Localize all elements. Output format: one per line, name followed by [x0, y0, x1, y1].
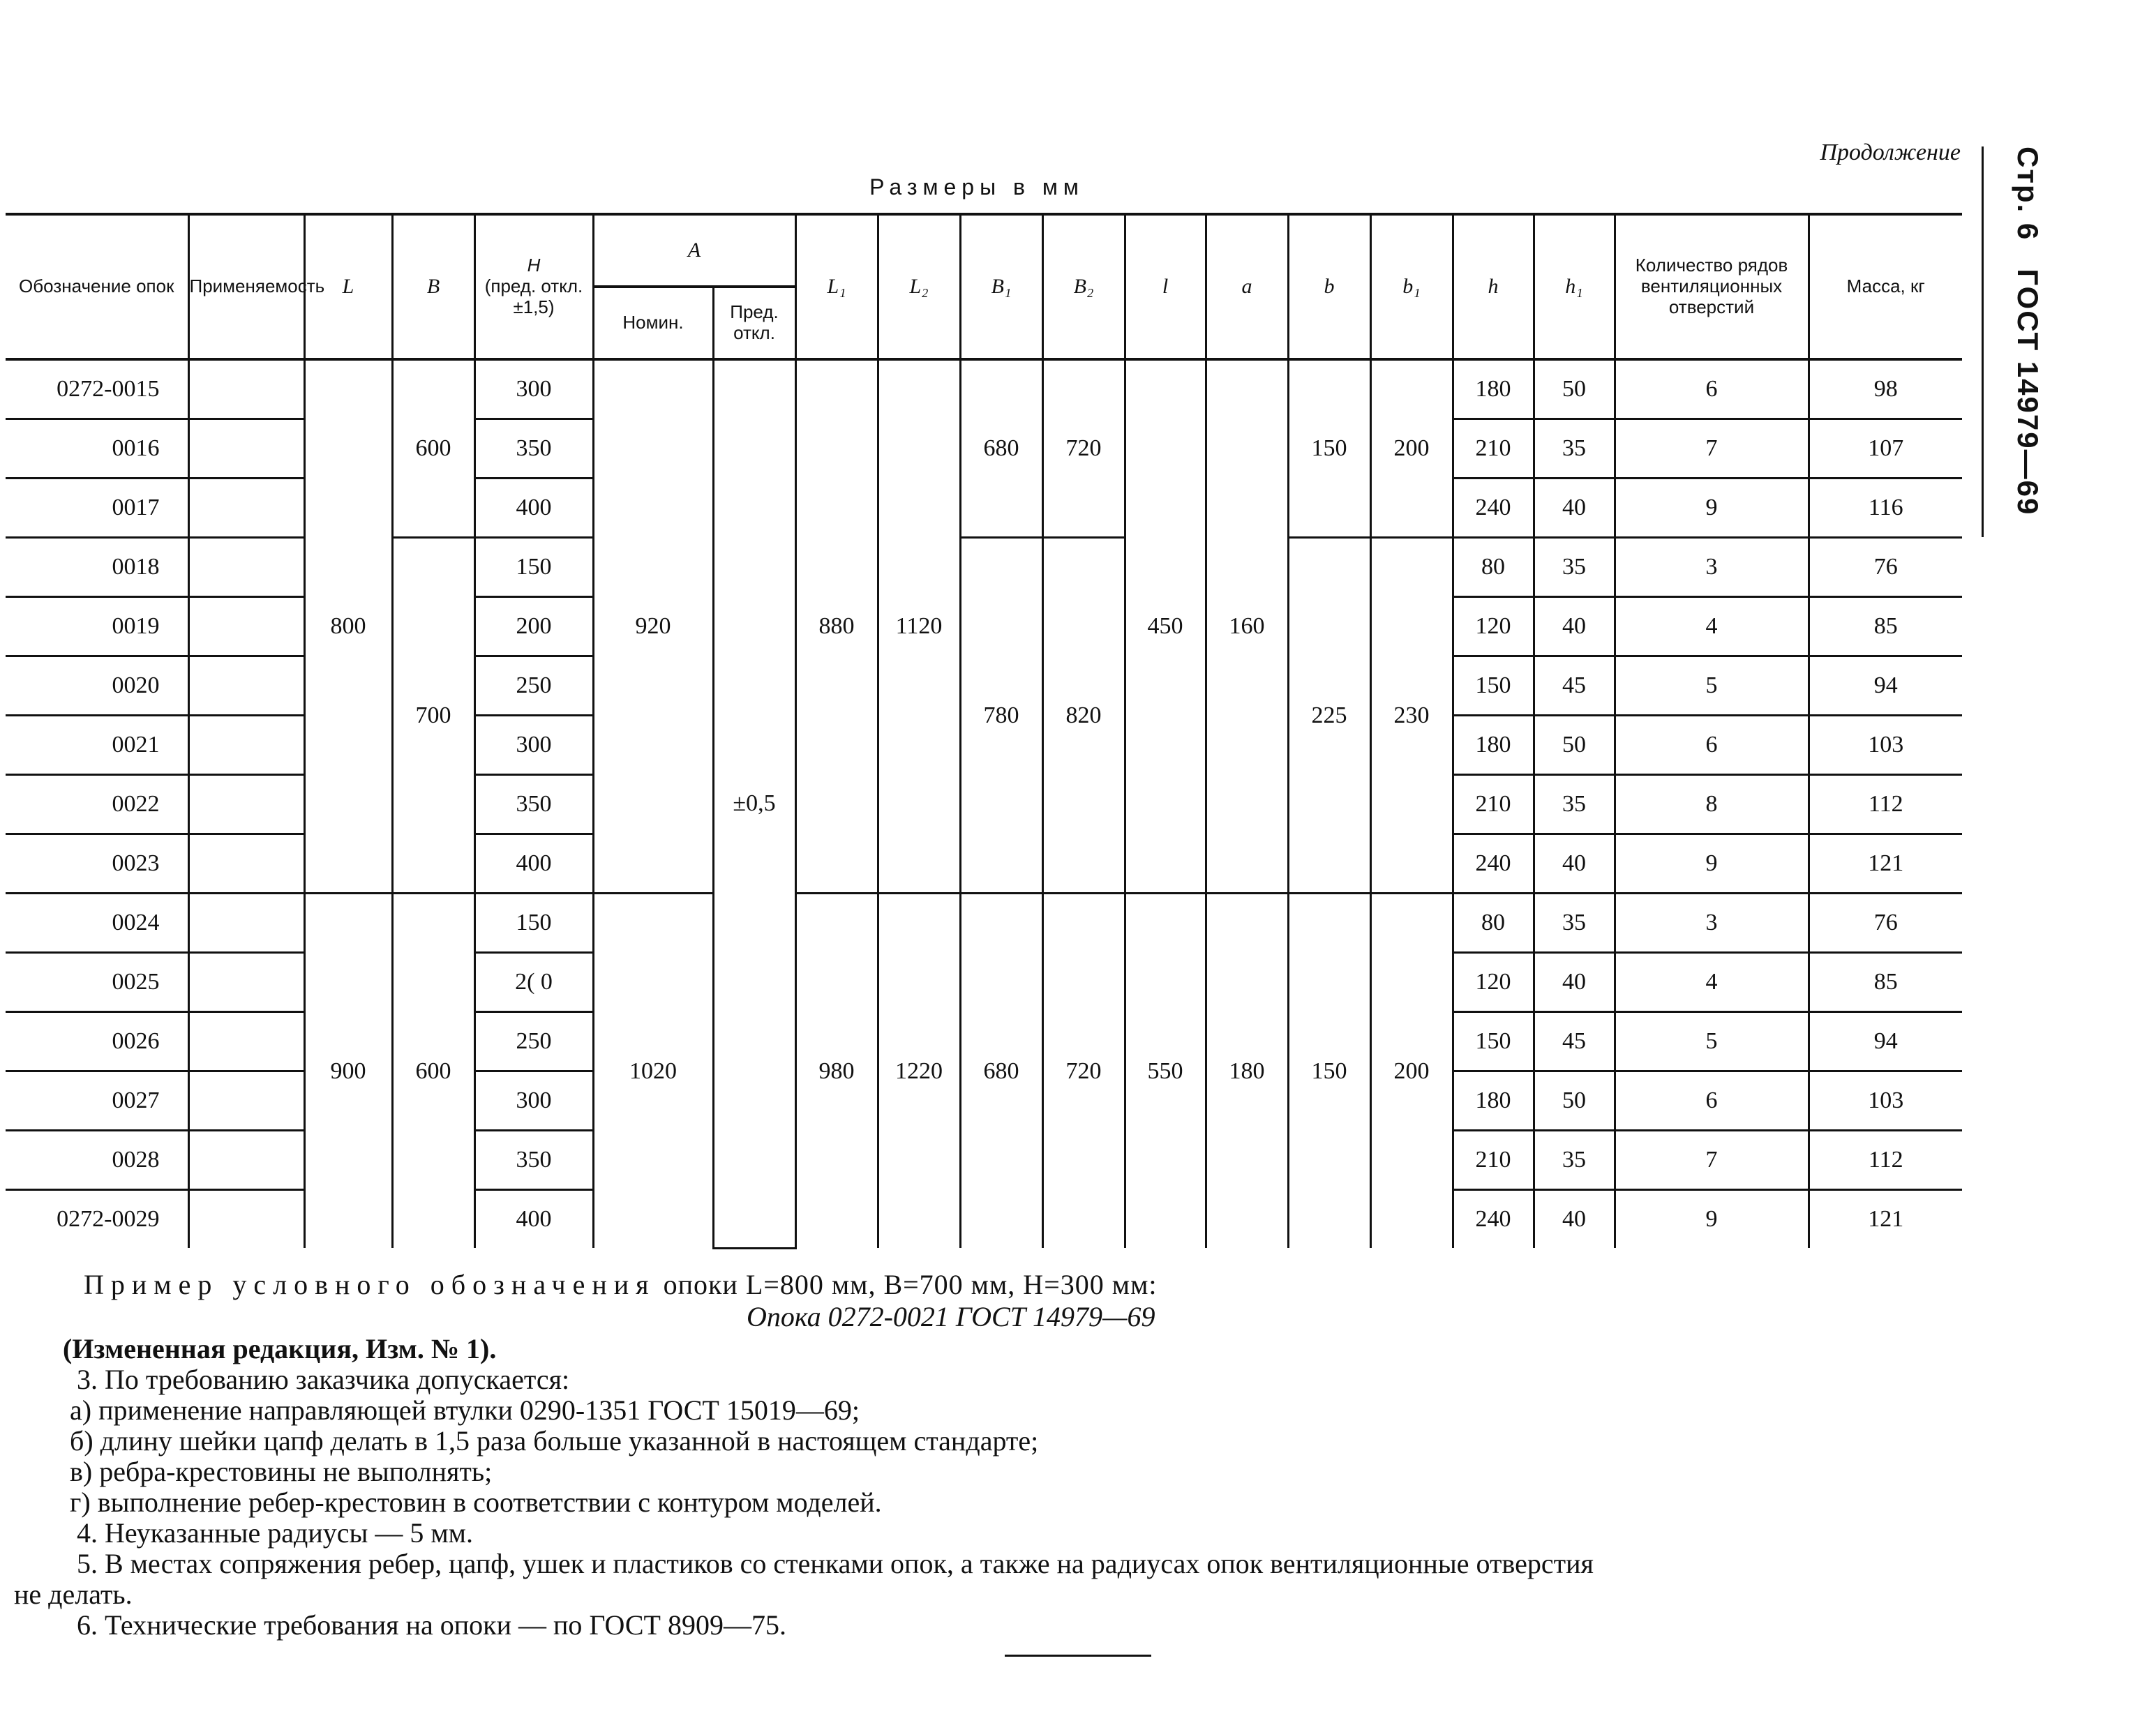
header-h: h: [1453, 214, 1534, 359]
row-h1: 50: [1534, 716, 1615, 775]
row-H: 200: [474, 597, 593, 656]
row-mass: 85: [1809, 597, 1962, 656]
row-vent-rows: 9: [1615, 1190, 1809, 1249]
row-designation: 0026: [6, 1012, 188, 1071]
row-designation: 0023: [6, 834, 188, 894]
row-mass: 112: [1809, 775, 1962, 834]
header-mass: Масса, кг: [1809, 214, 1962, 359]
header-H-note: (пред. откл. ±1,5): [484, 276, 583, 317]
group1b-B: 700: [392, 538, 474, 894]
table-row: [6, 359, 1962, 419]
row-H: 350: [474, 1131, 593, 1190]
row-applicability: [188, 1190, 304, 1249]
row-h1: 45: [1534, 1012, 1615, 1071]
row-H: 300: [474, 1071, 593, 1131]
row-applicability: [188, 834, 304, 894]
row-applicability: [188, 775, 304, 834]
row-h: 150: [1453, 1012, 1534, 1071]
table-row: [6, 894, 1962, 953]
sidebar-divider: [1982, 146, 1984, 537]
row-h1: 40: [1534, 597, 1615, 656]
group1b-b: 225: [1288, 538, 1370, 894]
group2-L2: 1220: [878, 894, 960, 1249]
row-designation: 0018: [6, 538, 188, 597]
note-5: 5. В местах сопряжения ребер, цапф, ушек и пластиков со стенками опок, а также на радиусах опок вентиляционные отверстия: [77, 1548, 1594, 1579]
row-h: 240: [1453, 1190, 1534, 1249]
row-mass: 94: [1809, 656, 1962, 716]
row-H: 250: [474, 656, 593, 716]
row-h1: 35: [1534, 894, 1615, 953]
row-vent-rows: 4: [1615, 953, 1809, 1012]
row-designation: 0025: [6, 953, 188, 1012]
header-b1: b₁: [1370, 214, 1453, 359]
note-3a: а) применение направляющей втулки 0290-1351 ГОСТ 15019—69;: [70, 1394, 860, 1426]
row-vent-rows: 5: [1615, 1012, 1809, 1071]
row-h1: 50: [1534, 359, 1615, 419]
row-H: 2( 0: [474, 953, 593, 1012]
group2-B2: 720: [1042, 894, 1125, 1249]
header-H-symbol: H: [527, 255, 541, 276]
row-h: 180: [1453, 359, 1534, 419]
row-designation: 0272-0015: [6, 359, 188, 419]
group1a-b1: 200: [1370, 359, 1453, 538]
note-4: 4. Неуказанные радиусы — 5 мм.: [77, 1517, 473, 1549]
header-b: b: [1288, 214, 1370, 359]
group2-B: 600: [392, 894, 474, 1249]
group1-a: 160: [1206, 359, 1288, 894]
header-B1: B₁: [960, 214, 1042, 359]
group1b-B2: 820: [1042, 538, 1125, 894]
note-6: 6. Технические требования на опоки — по ГОСТ 8909—75.: [77, 1609, 786, 1641]
header-A-nominal: Номин.: [593, 287, 713, 359]
row-h1: 40: [1534, 479, 1615, 538]
group1a-B: 600: [392, 359, 474, 538]
row-H: 150: [474, 894, 593, 953]
row-h: 80: [1453, 894, 1534, 953]
note-3b: б) длину шейки цапф делать в 1,5 раза больше указанной в настоящем стандарте;: [70, 1425, 1039, 1457]
group2-A: 1020: [593, 894, 713, 1249]
row-designation: 0016: [6, 419, 188, 479]
note-5-continued: не делать.: [14, 1579, 133, 1610]
row-h: 240: [1453, 834, 1534, 894]
row-vent-rows: 5: [1615, 656, 1809, 716]
row-mass: 85: [1809, 953, 1962, 1012]
row-h: 80: [1453, 538, 1534, 597]
row-h1: 45: [1534, 656, 1615, 716]
example-prefix: Пример условного обозначения: [84, 1269, 656, 1300]
header-B2: B₂: [1042, 214, 1125, 359]
group1a-B2: 720: [1042, 359, 1125, 538]
header-H: [474, 214, 593, 359]
row-h1: 35: [1534, 538, 1615, 597]
row-designation: 0019: [6, 597, 188, 656]
group1b-b1: 230: [1370, 538, 1453, 894]
row-applicability: [188, 656, 304, 716]
row-applicability: [188, 479, 304, 538]
row-h1: 35: [1534, 419, 1615, 479]
row-designation: 0021: [6, 716, 188, 775]
row-h: 240: [1453, 479, 1534, 538]
row-applicability: [188, 597, 304, 656]
row-h: 120: [1453, 597, 1534, 656]
row-applicability: [188, 538, 304, 597]
row-applicability: [188, 1012, 304, 1071]
row-H: 300: [474, 359, 593, 419]
header-a: a: [1206, 214, 1288, 359]
row-mass: 76: [1809, 538, 1962, 597]
example-designation: Опока 0272-0021 ГОСТ 14979—69: [747, 1301, 1155, 1332]
group1a-B1: 680: [960, 359, 1042, 538]
group1-L1: 880: [795, 359, 878, 894]
group1-A: 920: [593, 359, 713, 894]
row-applicability: [188, 953, 304, 1012]
row-designation: 0022: [6, 775, 188, 834]
row-h: 150: [1453, 656, 1534, 716]
row-H: 300: [474, 716, 593, 775]
row-mass: 112: [1809, 1131, 1962, 1190]
group2-b: 150: [1288, 894, 1370, 1249]
row-mass: 116: [1809, 479, 1962, 538]
row-vent-rows: 7: [1615, 419, 1809, 479]
row-vent-rows: 6: [1615, 1071, 1809, 1131]
row-designation: 0272-0029: [6, 1190, 188, 1249]
group2-b1: 200: [1370, 894, 1453, 1249]
header-vent-rows: Количество рядов вентиляционных отверстий: [1615, 214, 1809, 359]
notes-section: [14, 1334, 1968, 1641]
row-applicability: [188, 419, 304, 479]
row-H: 250: [474, 1012, 593, 1071]
row-mass: 103: [1809, 1071, 1962, 1131]
row-designation: 0028: [6, 1131, 188, 1190]
header-A-tolerance: Пред. откл.: [713, 287, 795, 359]
row-vent-rows: 6: [1615, 359, 1809, 419]
row-vent-rows: 7: [1615, 1131, 1809, 1190]
row-applicability: [188, 359, 304, 419]
header-B: B: [392, 214, 474, 359]
row-H: 350: [474, 419, 593, 479]
group2-a: 180: [1206, 894, 1288, 1249]
header-L2: L₂: [878, 214, 960, 359]
row-H: 400: [474, 834, 593, 894]
row-vent-rows: 9: [1615, 834, 1809, 894]
row-h1: 40: [1534, 834, 1615, 894]
row-H: 350: [474, 775, 593, 834]
edition-note: (Измененная редакция, Изм. № 1).: [63, 1333, 497, 1364]
row-vent-rows: 9: [1615, 479, 1809, 538]
row-h1: 40: [1534, 953, 1615, 1012]
group2-L: 900: [304, 894, 392, 1249]
group1-L2: 1120: [878, 359, 960, 894]
group1a-b: 150: [1288, 359, 1370, 538]
row-mass: 98: [1809, 359, 1962, 419]
group2-B1: 680: [960, 894, 1042, 1249]
group1-l: 450: [1125, 359, 1206, 894]
row-mass: 121: [1809, 1190, 1962, 1249]
row-designation: 0020: [6, 656, 188, 716]
header-L: L: [304, 214, 392, 359]
header-designation: Обозначение опок: [6, 214, 188, 359]
row-vent-rows: 6: [1615, 716, 1809, 775]
row-H: 400: [474, 479, 593, 538]
group2-L1: 980: [795, 894, 878, 1249]
row-h: 120: [1453, 953, 1534, 1012]
row-applicability: [188, 716, 304, 775]
row-h1: 35: [1534, 1131, 1615, 1190]
header-A: A: [593, 214, 795, 287]
designation-example: [84, 1268, 1898, 1301]
A-tolerance-value: ±0,5: [713, 359, 795, 1248]
note-3d: г) выполнение ребер-крестовин в соответствии с контуром моделей.: [70, 1487, 882, 1518]
row-vent-rows: 8: [1615, 775, 1809, 834]
row-designation: 0027: [6, 1071, 188, 1131]
note-3c: в) ребра-крестовины не выполнять;: [70, 1456, 493, 1487]
row-designation: 0017: [6, 479, 188, 538]
row-mass: 103: [1809, 716, 1962, 775]
row-H: 150: [474, 538, 593, 597]
row-vent-rows: 3: [1615, 538, 1809, 597]
row-H: 400: [474, 1190, 593, 1249]
example-parameters: опоки L=800 мм, B=700 мм, H=300 мм:: [663, 1269, 1158, 1300]
row-h: 180: [1453, 716, 1534, 775]
page-number: Стр. 6: [2012, 146, 2044, 241]
header-h1: h₁: [1534, 214, 1615, 359]
row-mass: 121: [1809, 834, 1962, 894]
row-applicability: [188, 1131, 304, 1190]
row-h: 180: [1453, 1071, 1534, 1131]
standard-number: ГОСТ 14979—69: [2012, 269, 2044, 516]
row-mass: 107: [1809, 419, 1962, 479]
row-mass: 94: [1809, 1012, 1962, 1071]
row-h: 210: [1453, 419, 1534, 479]
row-mass: 76: [1809, 894, 1962, 953]
row-h: 210: [1453, 775, 1534, 834]
header-L1: L₁: [795, 214, 878, 359]
row-h1: 40: [1534, 1190, 1615, 1249]
row-h: 210: [1453, 1131, 1534, 1190]
header-applicability: Применяемость: [188, 214, 304, 359]
row-h1: 50: [1534, 1071, 1615, 1131]
group1b-B1: 780: [960, 538, 1042, 894]
continuation-label: Продолжение: [1820, 140, 1961, 165]
header-l: l: [1125, 214, 1206, 359]
row-vent-rows: 3: [1615, 894, 1809, 953]
group1-L: 800: [304, 359, 392, 894]
flask-dimensions-table: [6, 213, 1962, 1249]
page-sidebar: [1989, 146, 2044, 537]
table-row: [6, 538, 1962, 597]
units-caption: Размеры в мм: [869, 174, 1084, 200]
note-3: 3. По требованию заказчика допускается:: [77, 1364, 570, 1395]
end-rule: [1005, 1655, 1151, 1657]
group2-l: 550: [1125, 894, 1206, 1249]
row-applicability: [188, 894, 304, 953]
row-applicability: [188, 1071, 304, 1131]
row-vent-rows: 4: [1615, 597, 1809, 656]
row-h1: 35: [1534, 775, 1615, 834]
row-designation: 0024: [6, 894, 188, 953]
